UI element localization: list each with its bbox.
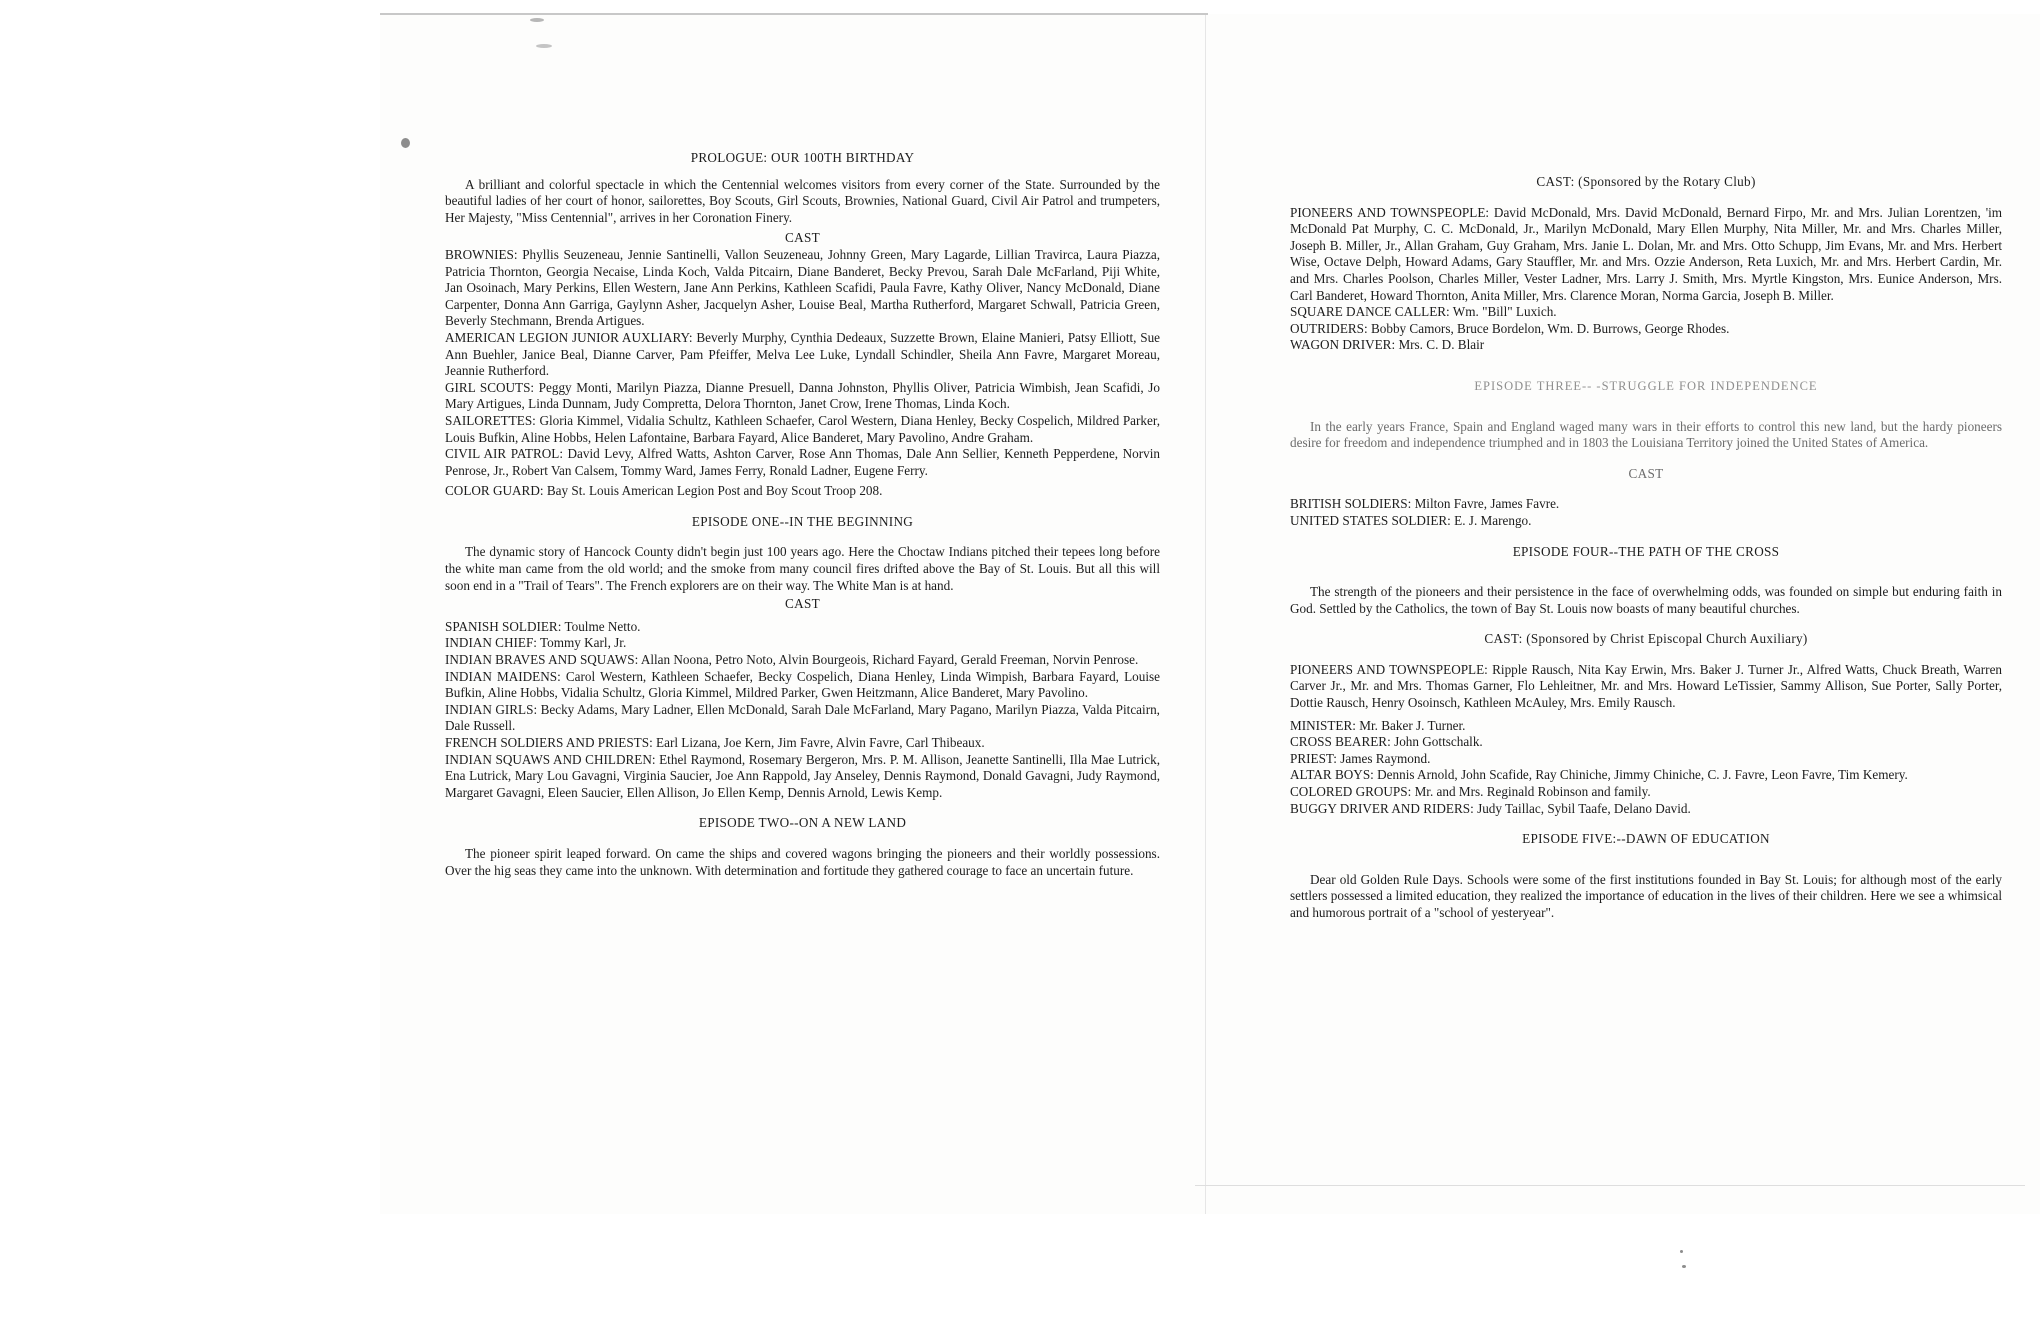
role-names: Milton Favre, James Favre. bbox=[1414, 496, 1560, 512]
cast-role bbox=[445, 669, 1160, 702]
cast-role bbox=[445, 702, 1160, 735]
cast-role bbox=[445, 247, 1160, 330]
role-label: GIRL SCOUTS: bbox=[445, 379, 535, 395]
episode-three-heading: EPISODE THREE-- -STRUGGLE FOR INDEPENDENCE bbox=[1474, 378, 1818, 393]
role-label: INDIAN CHIEF: bbox=[445, 635, 537, 651]
rotary-cast-heading: CAST: (Sponsored by the Rotary Club) bbox=[1536, 174, 1756, 189]
role-label: BRITISH SOLDIERS: bbox=[1290, 496, 1412, 512]
role-names: Mr. Baker J. Turner. bbox=[1359, 717, 1466, 733]
episode-four-text: The strength of the pioneers and their persistence in the face of overwhelming odds, was founded on simple but enduring faith in God. Settled by the Catholics, the town of Bay St. Louis now boasts of many beautiful churches. bbox=[1290, 584, 2002, 616]
episode-two-heading: EPISODE TWO--ON A NEW LAND bbox=[698, 815, 907, 831]
scan-bottom-edge bbox=[1195, 1185, 2025, 1186]
cast-heading: CAST bbox=[785, 596, 820, 612]
prologue-heading: PROLOGUE: OUR 100TH BIRTHDAY bbox=[690, 150, 915, 165]
cast-role bbox=[1290, 751, 2002, 768]
cast-role bbox=[1290, 784, 2002, 801]
role-label: INDIAN SQUAWS AND CHILDREN: bbox=[445, 751, 656, 767]
cast-role bbox=[1290, 321, 2002, 338]
role-names: Peggy Monti, Marilyn Piazza, Dianne Presuell, Danna Johnston, Phyllis Oliver, Patricia Wimbish, Jean Scafidi, Jo Mary Artigues, Linda Dunnam, Judy Compretta, Delora Thornton, Janet Crow, Irene Thomas, Linda Koch. bbox=[445, 379, 1160, 412]
role-label: COLOR GUARD: bbox=[445, 483, 544, 499]
role-names: E. J. Marengo. bbox=[1454, 512, 1532, 528]
episode-five-text: Dear old Golden Rule Days. Schools were some of the first institutions founded in Bay St. Louis; for although most of the early settlers possessed a limited education, they realized the importance of education in the lives of their children. Here we see a whimsical and humorous portrait of a "school of yesteryear". bbox=[1290, 871, 2002, 920]
role-names: Becky Adams, Mary Ladner, Ellen McDonald, Sarah Dale McFarland, Mary Pagano, Marilyn Piazza, Valda Pitcairn, Dale Russell. bbox=[445, 701, 1160, 734]
cast-role bbox=[1290, 304, 2002, 321]
cast-role bbox=[445, 752, 1160, 802]
episode-two-text: The pioneer spirit leaped forward. On came the ships and covered wagons bringing the pioneers and their worldly possessions. Over the hig seas they came into the unknown. With determination and fortitude they gathered courage to face an uncertain future. bbox=[445, 845, 1160, 878]
role-names: Dennis Arnold, John Scafide, Ray Chiniche, Jimmy Chiniche, C. J. Favre, Leon Favre, Tim Kemery. bbox=[1377, 767, 1908, 783]
role-names: James Raymond. bbox=[1340, 750, 1431, 766]
role-names: Phyllis Seuzeneau, Jennie Santinelli, Vallon Seuzeneau, Johnny Green, Mary Lagarde, Lillian Travirca, Laura Piazza, Patricia Thornton, Georgia Necaise, Linda Koch, Valda Pitcairn, Diane Banderet, Becky Prevou, Sarah Dale McFarland, Piji White, Jan Osoinach, Mary Perkins, Ellen Western, Jane Ann Perkins, Kathleen Scafidi, Paula Favre, Kathy Oliver, Nancy McDonald, Diane Carpenter, Donna Ann Garriga, Gaylynn Asher, Jacquelyn Asher, Louise Beal, Martha Rutherford, Margaret Schwall, Patricia Green, Beverly Stechmann, Brenda Artigues. bbox=[445, 246, 1161, 329]
role-label: CROSS BEARER: bbox=[1290, 734, 1391, 750]
role-label: SPANISH SOLDIER: bbox=[445, 618, 562, 634]
role-names: Bobby Camors, Bruce Bordelon, Wm. D. Burrows, George Rhodes. bbox=[1370, 320, 1730, 336]
cast-role bbox=[1290, 662, 2002, 712]
role-label: OUTRIDERS: bbox=[1290, 320, 1368, 336]
role-names: Allan Noona, Petro Noto, Alvin Bourgeois, Richard Fayard, Gerald Freeman, Norvin Penrose. bbox=[640, 652, 1139, 668]
cast-role bbox=[1290, 496, 2002, 513]
left-page bbox=[445, 150, 1160, 879]
role-label: COLORED GROUPS: bbox=[1290, 784, 1412, 800]
role-names: Earl Lizana, Joe Kern, Jim Favre, Alvin Favre, Carl Thibeaux. bbox=[656, 735, 985, 750]
episode-one-cast-list bbox=[445, 619, 1160, 802]
role-names: Toulme Netto. bbox=[564, 618, 641, 634]
cast-role bbox=[445, 330, 1160, 380]
cast-role bbox=[445, 652, 1160, 669]
episode-three-text: In the early years France, Spain and England waged many wars in their efforts to control this new land, but the hardy pioneers desire for freedom and independence triumphed and in 1803 the Louisiana Territory joined the United States of America. bbox=[1290, 418, 2002, 451]
role-names: Mr. and Mrs. Reginald Robinson and family. bbox=[1414, 784, 1651, 800]
role-names: Mrs. C. D. Blair bbox=[1398, 337, 1485, 353]
role-label: SQUARE DANCE CALLER: bbox=[1290, 304, 1450, 320]
role-names: Bay St. Louis American Legion Post and Boy Scout Troop 208. bbox=[546, 483, 883, 499]
role-names: David McDonald, Mrs. David McDonald, Bernard Firpo, Mr. and Mrs. Julian Lorentzen, 'im McDonald Pat Murphy, C. C. McDonald, Jr., Marilyn McDonald, Mary Ellen Murphy, Nita Miller, Mr. and Mrs. Charles Miller, Joseph B. Miller, Jr., Allan Graham, Guy Graham, Mrs. Janie L. Dolan, Mr. and Mrs. Otto Schupp, Jim Evans, Mr. and Mrs. Herbert Wise, Octave Delph, Howard Adams, Gary Stauffler, Mr. and Mrs. Ozzie Anderson, Reta Luxich, Mr. and Mrs. Herbert Cardin, Mr. and Mrs. Charles Poolson, Charles Miller, Vester Ladner, Mrs. Larry J. Smith, Mrs. Myrtle Kingston, Mrs. Eunice Anderson, Mrs. Carl Banderet, Howard Thornton, Anita Miller, Mrs. Clarence Moran, Norma Garcia, Joseph B. Miller. bbox=[1290, 204, 2002, 303]
cast-role bbox=[445, 413, 1160, 446]
role-label: INDIAN MAIDENS: bbox=[445, 668, 561, 684]
role-label: PIONEERS AND TOWNSPEOPLE: bbox=[1290, 661, 1488, 677]
role-label: PIONEERS AND TOWNSPEOPLE: bbox=[1290, 204, 1490, 220]
role-names: John Gottschalk. bbox=[1394, 734, 1483, 750]
role-label: MINISTER: bbox=[1290, 717, 1356, 733]
role-names: Ethel Raymond, Rosemary Bergeron, Mrs. P. M. Allison, Jeanette Santinelli, Illa Mae Lutrick, Ena Lutrick, Mary Lou Gavagni, Virginia Saucier, Joe Ann Rappold, Jay Anseley, Dennis Raymond, Donald Gavagni, Judy Raymond, Margaret Gavagni, Eleen Saucier, Ellen Allison, Jo Ellen Kemp, Dennis Arnold, Lewis Kemp. bbox=[445, 751, 1161, 800]
role-label: UNITED STATES SOLDIER: bbox=[1290, 512, 1451, 528]
episode-one-heading: EPISODE ONE--IN THE BEGINNING bbox=[691, 513, 914, 529]
role-label: INDIAN GIRLS: bbox=[445, 701, 538, 717]
scan-speck bbox=[530, 18, 544, 22]
role-label: INDIAN BRAVES AND SQUAWS: bbox=[445, 652, 639, 668]
role-names: Tommy Karl, Jr. bbox=[540, 635, 627, 651]
role-names: David Levy, Alfred Watts, Ashton Carver, Rose Ann Thomas, Dale Ann Sellier, Kenneth Pepperdene, Norvin Penrose, Jr., Robert Van Calsem, Tommy Ward, James Ferry, Ronald Ladner, Eugene Ferry. bbox=[445, 446, 1160, 478]
cast-role bbox=[445, 446, 1160, 479]
cast-role bbox=[445, 635, 1160, 652]
cast-role bbox=[1290, 718, 2002, 735]
prologue-text: A brilliant and colorful spectacle in which the Centennial welcomes visitors from every corner of the State. Surrounded by the beautiful ladies of her court of honor, sailorettes, Boy Scouts, Girl Scouts, Brownies, National Guard, Civil Air Patrol and trumpeters, Her Majesty, "Miss Centennial", arrives in her Coronation Finery. bbox=[445, 176, 1160, 225]
cast-role bbox=[1290, 801, 2002, 818]
cast-heading: CAST bbox=[785, 230, 820, 246]
scan-top-edge bbox=[380, 13, 1208, 15]
role-label: BUGGY DRIVER AND RIDERS: bbox=[1290, 800, 1474, 816]
cast-role bbox=[1290, 205, 2002, 305]
scan-speck bbox=[401, 138, 410, 148]
role-label: ALTAR BOYS: bbox=[1290, 767, 1374, 783]
episode-five-heading: EPISODE FIVE:--DAWN OF EDUCATION bbox=[1522, 831, 1770, 847]
role-names: Wm. "Bill" Luxich. bbox=[1452, 304, 1557, 320]
role-label: BROWNIES: bbox=[445, 246, 518, 262]
role-label: SAILORETTES: bbox=[445, 412, 536, 428]
cast-role bbox=[445, 735, 1160, 752]
scan-speck bbox=[1680, 1250, 1683, 1253]
scan-speck bbox=[1682, 1265, 1686, 1268]
cast-role bbox=[1290, 337, 2002, 354]
prologue-cast-list bbox=[445, 247, 1160, 500]
role-names: Beverly Murphy, Cynthia Dedeaux, Suzzette Brown, Elaine Manieri, Patsy Elliott, Sue Ann Buehler, Janice Beal, Dianne Carver, Pam Pfeiffer, Melva Lee Luke, Lyndall Schindler, Sheila Ann Favre, Margaret Moreau, Jeannie Rutherford. bbox=[445, 329, 1161, 379]
role-label: AMERICAN LEGION JUNIOR AUXLIARY: bbox=[445, 329, 693, 345]
scan-speck bbox=[536, 44, 552, 48]
role-label: CIVIL AIR PATROL: bbox=[445, 446, 563, 462]
episode-four-cast-heading: CAST: (Sponsored by Christ Episcopal Church Auxiliary) bbox=[1484, 631, 1808, 647]
role-label: WAGON DRIVER: bbox=[1290, 337, 1396, 353]
cast-role bbox=[445, 483, 1160, 500]
role-names: Gloria Kimmel, Vidalia Schultz, Kathleen Schaefer, Carol Western, Diana Henley, Becky Cospelich, Mildred Parker, Louis Bufkin, Aline Hobbs, Helen Lafontaine, Barbara Fayard, Alice Banderet, Mary Pavolino, Andre Graham. bbox=[445, 412, 1161, 445]
role-label: PRIEST: bbox=[1290, 750, 1337, 766]
role-names: Carol Western, Kathleen Schaefer, Becky Cospelich, Diana Henley, Linda Wimpish, Barbara Fayard, Louise Bufkin, Aline Hobbs, Vidalia Schultz, Gloria Kimmel, Mildred Parker, Gwen Heitzmann, Alice Banderet, Mary Pavolino. bbox=[445, 668, 1160, 701]
cast-role bbox=[445, 619, 1160, 636]
role-names: Judy Taillac, Sybil Taafe, Delano David. bbox=[1477, 800, 1691, 816]
role-names: Ripple Rausch, Nita Kay Erwin, Mrs. Baker J. Turner Jr., Alfred Watts, Chuck Breath, Warren Carver Jr., Mr. and Mrs. Thomas Garner, Flo Lehleitner, Mr. and Mrs. Howard LeTissier, Sammy Allison, Sue Porter, Sally Porter, Dottie Rausch, Henry Osoinsch, Kathleen McAuley, Mrs. Emily Rausch. bbox=[1290, 661, 2003, 711]
episode-four-cast-list bbox=[1290, 662, 2002, 817]
right-page bbox=[1290, 174, 2002, 922]
rotary-cast-list bbox=[1290, 205, 2002, 354]
episode-one-text: The dynamic story of Hancock County didn't begin just 100 years ago. Here the Choctaw Indians pitched their tepees long before the white man came from the old world; and the smoke from many council fires drifted above the Bay of St. Louis. But all this will soon end in a "Trail of Tears". The French explorers are on their way. The White Man is at hand. bbox=[445, 544, 1160, 593]
role-label: FRENCH SOLDIERS AND PRIESTS: bbox=[445, 735, 653, 750]
cast-heading: CAST bbox=[1628, 465, 1664, 481]
episode-four-heading: EPISODE FOUR--THE PATH OF THE CROSS bbox=[1512, 543, 1780, 559]
cast-role bbox=[445, 380, 1160, 413]
cast-role bbox=[1290, 767, 2002, 784]
cast-role bbox=[1290, 513, 2002, 530]
cast-role bbox=[1290, 734, 2002, 751]
episode-three-cast-list bbox=[1290, 496, 2002, 529]
